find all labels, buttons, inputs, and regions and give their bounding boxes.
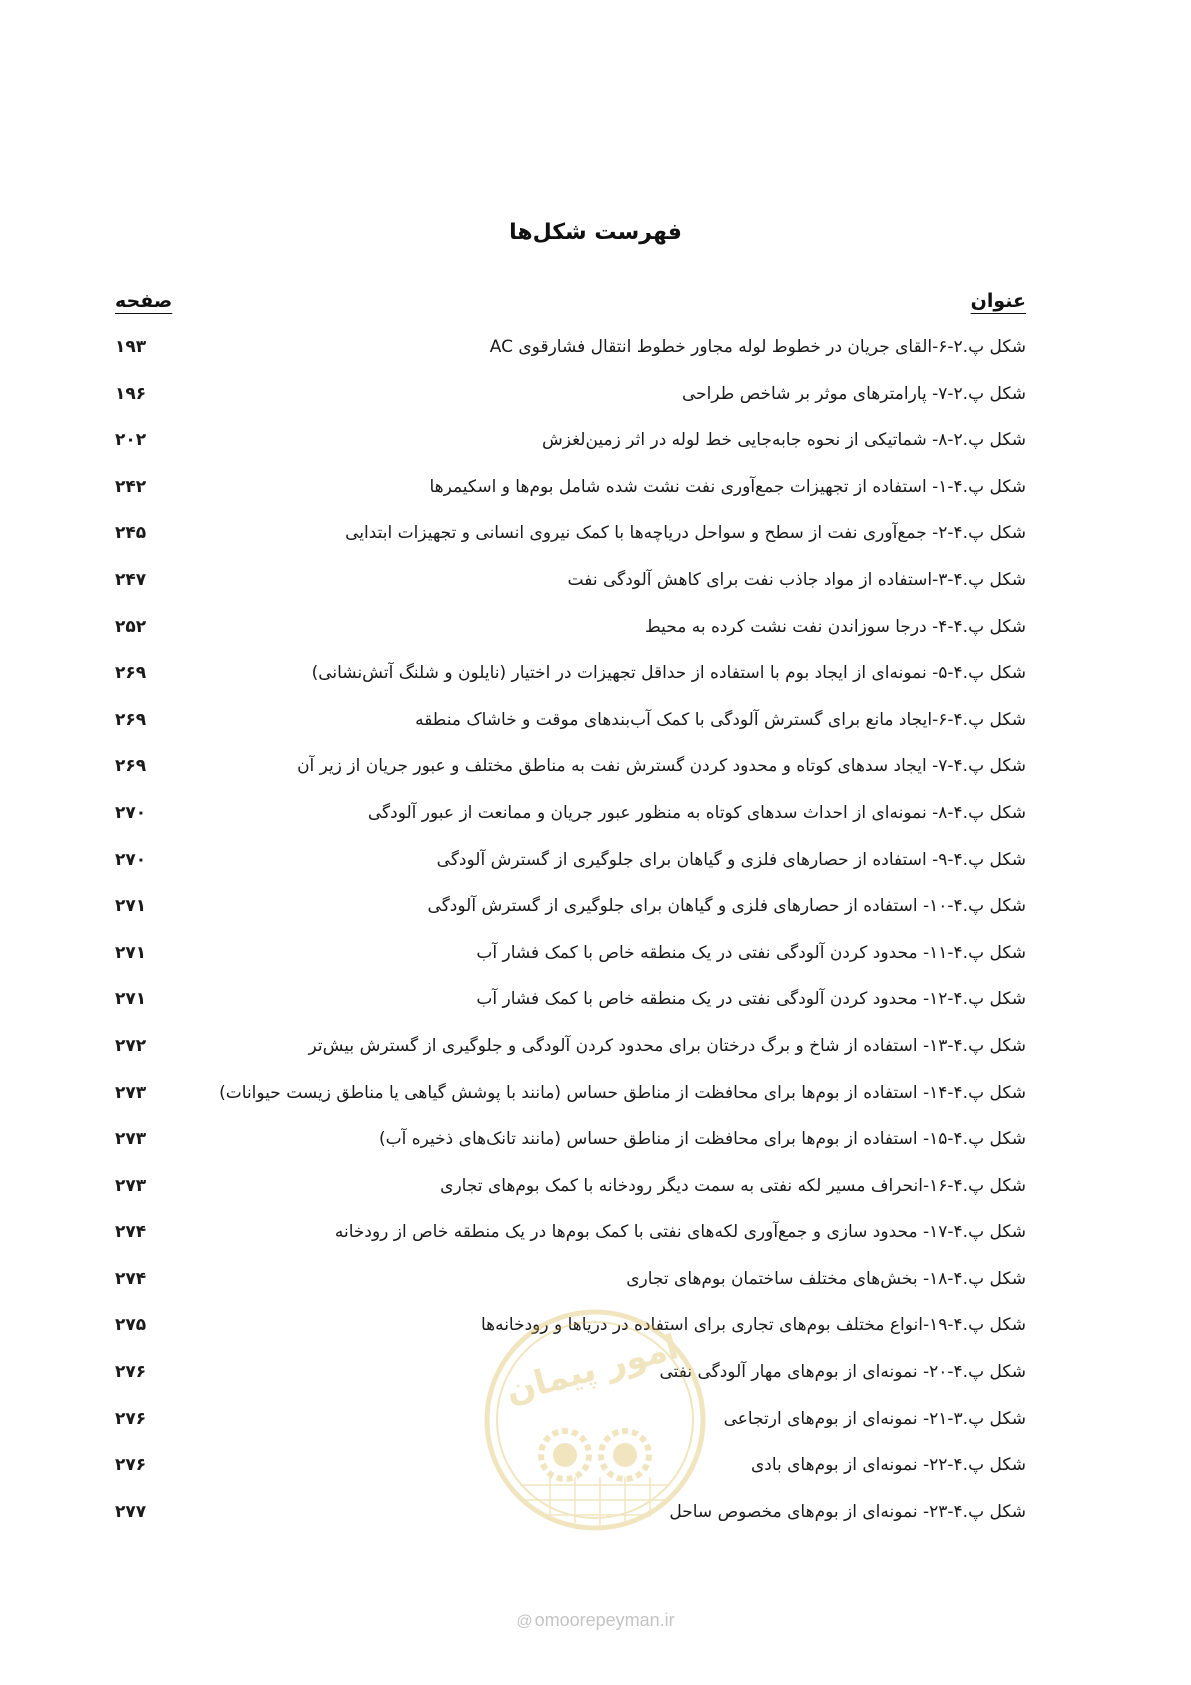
figure-entry xyxy=(115,798,1026,845)
figure-entry xyxy=(115,1031,1026,1078)
figure-entry-title: شکل پ.۴-۱۶-انحراف مسیر لکه نفتی به سمت دیگر رودخانه با کمک بوم‌های تجاری xyxy=(440,1175,1026,1196)
figure-entry-page: ۲۵۲ xyxy=(115,616,147,637)
figure-entry-title: شکل پ.۴-۳-استفاده از مواد جاذب نفت برای کاهش آلودگی نفت xyxy=(567,569,1026,590)
watermark-text: امور پیمان xyxy=(501,1327,683,1412)
figure-entry-page: ۲۷۷ xyxy=(115,1501,147,1522)
figure-entry xyxy=(115,984,1026,1031)
figure-entry-title: شکل پ.۴-۱- استفاده از تجهیزات جمع‌آوری نفت نشت شده شامل بوم‌ها و اسکیمرها xyxy=(429,476,1026,497)
figure-entry xyxy=(115,612,1026,659)
figure-entry xyxy=(115,658,1026,705)
figure-entry-page: ۲۷۵ xyxy=(115,1315,147,1336)
figure-entry-title: شکل پ.۴-۷- ایجاد سدهای کوتاه و محدود کردن گسترش نفت به مناطق مختلف و عبور جریان از زیر آن xyxy=(297,756,1026,777)
figure-entry-title: شکل پ.۴-۲۲- نمونه‌ای از بوم‌های بادی xyxy=(750,1455,1026,1476)
figure-entry-title: شکل پ.۴-۱۷- محدود سازی و جمع‌آوری لکه‌های نفتی با کمک بوم‌ها در یک منطقه خاص از رودخانه xyxy=(334,1222,1026,1243)
figure-entry-page: ۲۷۳ xyxy=(115,1129,147,1150)
figure-entry-title: شکل پ.۲-۶-القای جریان در خطوط لوله مجاور خطوط انتقال فشارقوی AC xyxy=(489,337,1026,357)
figure-entry-title: شکل پ.۴-۸- نمونه‌ای از احداث سدهای کوتاه به منظور عبور جریان و ممانعت از عبور آلودگی xyxy=(367,802,1026,823)
figure-entry-title: شکل پ.۴-۱۳- استفاده از شاخ و برگ درختان برای محدود کردن آلودگی و جلوگیری از گسترش بیش‌تر xyxy=(308,1035,1026,1056)
column-headers xyxy=(115,290,1026,320)
figure-entry xyxy=(115,425,1026,472)
figure-entry-page: ۲۶۹ xyxy=(115,709,147,730)
figure-entry-page: ۲۷۲ xyxy=(115,1035,147,1056)
figure-entry-page: ۲۷۳ xyxy=(115,1082,147,1103)
figure-entry-title: شکل پ.۴-۹- استفاده از حصارهای فلزی و گیاهان برای جلوگیری از گسترش آلودگی xyxy=(436,849,1026,870)
figure-entry-title: شکل پ.۴-۴- درجا سوزاندن نفت نشت کرده به محیط xyxy=(644,616,1026,637)
figure-entry xyxy=(115,518,1026,565)
figure-entry-title: شکل پ.۴-۱۹-انواع مختلف بوم‌های تجاری برای استفاده در دریاها و رودخانه‌ها xyxy=(480,1315,1026,1336)
figure-entry-title: شکل پ.۲-۷- پارامترهای موثر بر شاخص طراحی xyxy=(682,383,1026,404)
figure-entry-title: شکل پ.۴-۲۳- نمونه‌ای از بوم‌های مخصوص ساحل xyxy=(669,1501,1026,1522)
figure-entry-page: ۲۷۰ xyxy=(115,802,147,823)
figure-entry-page: ۲۷۳ xyxy=(115,1175,147,1196)
figure-entry-page: ۱۹۳ xyxy=(115,337,147,357)
figure-entry-title: شکل پ.۴-۲- جمع‌آوری نفت از سطح و سواحل دریاچه‌ها با کمک نیروی انسانی و تجهیزات ابتدایی xyxy=(345,523,1026,544)
figure-entry-title: شکل پ.۴-۶-ایجاد مانع برای گسترش آلودگی با کمک آب‌بندهای موقت و خاشاک منطقه xyxy=(415,709,1026,730)
footer-url-text: omoorepeyman.ir xyxy=(534,1610,675,1630)
figure-entry xyxy=(115,1264,1026,1311)
page-title: فهرست شکل‌ها xyxy=(509,220,682,245)
figure-entry xyxy=(115,472,1026,519)
figure-entry xyxy=(115,1217,1026,1264)
figure-entry-page: ۲۰۲ xyxy=(115,430,147,451)
figure-entry xyxy=(115,1171,1026,1218)
figure-entry xyxy=(115,1078,1026,1125)
watermark-seal xyxy=(480,1305,710,1535)
figure-entry-page: ۲۷۶ xyxy=(115,1408,147,1429)
figure-entry-page: ۲۷۴ xyxy=(115,1222,147,1243)
figure-entry-title: شکل پ.۴-۵- نمونه‌ای از ایجاد بوم با استفاده از حداقل تجهیزات در اختیار (نایلون و شلنگ آتش‌نشانی) xyxy=(311,663,1026,684)
figure-entry xyxy=(115,938,1026,985)
figure-entry-page: ۲۷۶ xyxy=(115,1362,147,1383)
figure-entry-page: ۲۴۵ xyxy=(115,523,147,544)
figure-entry-title: شکل پ.۲-۸- شماتیکی از نحوه جابه‌جایی خط لوله در اثر زمین‌لغزش xyxy=(541,430,1026,451)
figure-entry-page: ۲۶۹ xyxy=(115,756,147,777)
figure-entry-title: شکل پ.۴-۱۲- محدود کردن آلودگی نفتی در یک منطقه خاص با کمک فشار آب xyxy=(476,989,1026,1010)
footer-url xyxy=(0,1610,1191,1631)
figure-entry-page: ۲۴۲ xyxy=(115,476,147,497)
figure-entry-page: ۲۷۱ xyxy=(115,942,147,963)
figure-entry xyxy=(115,891,1026,938)
figure-entry xyxy=(115,565,1026,612)
figure-entry xyxy=(115,332,1026,379)
at-icon: @ xyxy=(516,1613,533,1630)
figure-entry xyxy=(115,379,1026,426)
figure-entry-title: شکل پ.۴-۱۰- استفاده از حصارهای فلزی و گیاهان برای جلوگیری از گسترش آلودگی xyxy=(427,896,1026,917)
figure-entry-title: شکل پ.۴-۱۴- استفاده از بوم‌ها برای محافظت از مناطق حساس (مانند با پوشش گیاهی یا مناطق زیست حیوانات) xyxy=(219,1082,1026,1103)
figure-entry-title: شکل پ.۴-۱۱- محدود کردن آلودگی نفتی در یک منطقه خاص با کمک فشار آب xyxy=(476,942,1026,963)
figure-entry xyxy=(115,845,1026,892)
figure-entry-page: ۲۷۴ xyxy=(115,1268,147,1289)
figure-entry-page: ۲۷۶ xyxy=(115,1455,147,1476)
column-header-page: صفحه xyxy=(115,290,173,312)
figure-entry-page: ۲۷۱ xyxy=(115,989,147,1010)
figure-entry-title: شکل پ.۴-۲۰- نمونه‌ای از بوم‌های مهار آلودگی نفتی xyxy=(659,1362,1026,1383)
figure-entry xyxy=(115,1124,1026,1171)
figure-entry-page: ۲۷۱ xyxy=(115,896,147,917)
figure-entry-page: ۲۶۹ xyxy=(115,663,147,684)
figure-entry-title: شکل پ.۳-۲۱- نمونه‌ای از بوم‌های ارتجاعی xyxy=(723,1408,1026,1429)
column-header-title: عنوان xyxy=(970,290,1026,312)
figure-entry xyxy=(115,751,1026,798)
figure-entry-page: ۱۹۶ xyxy=(115,383,147,404)
figure-entry xyxy=(115,705,1026,752)
figure-entry-page: ۲۴۷ xyxy=(115,569,147,590)
figure-entry-title: شکل پ.۴-۱۸- بخش‌های مختلف ساختمان بوم‌های تجاری xyxy=(626,1268,1026,1289)
figure-entry-page: ۲۷۰ xyxy=(115,849,147,870)
figure-entry-title: شکل پ.۴-۱۵- استفاده از بوم‌ها برای محافظت از مناطق حساس (مانند تانک‌های ذخیره آب) xyxy=(378,1129,1026,1150)
